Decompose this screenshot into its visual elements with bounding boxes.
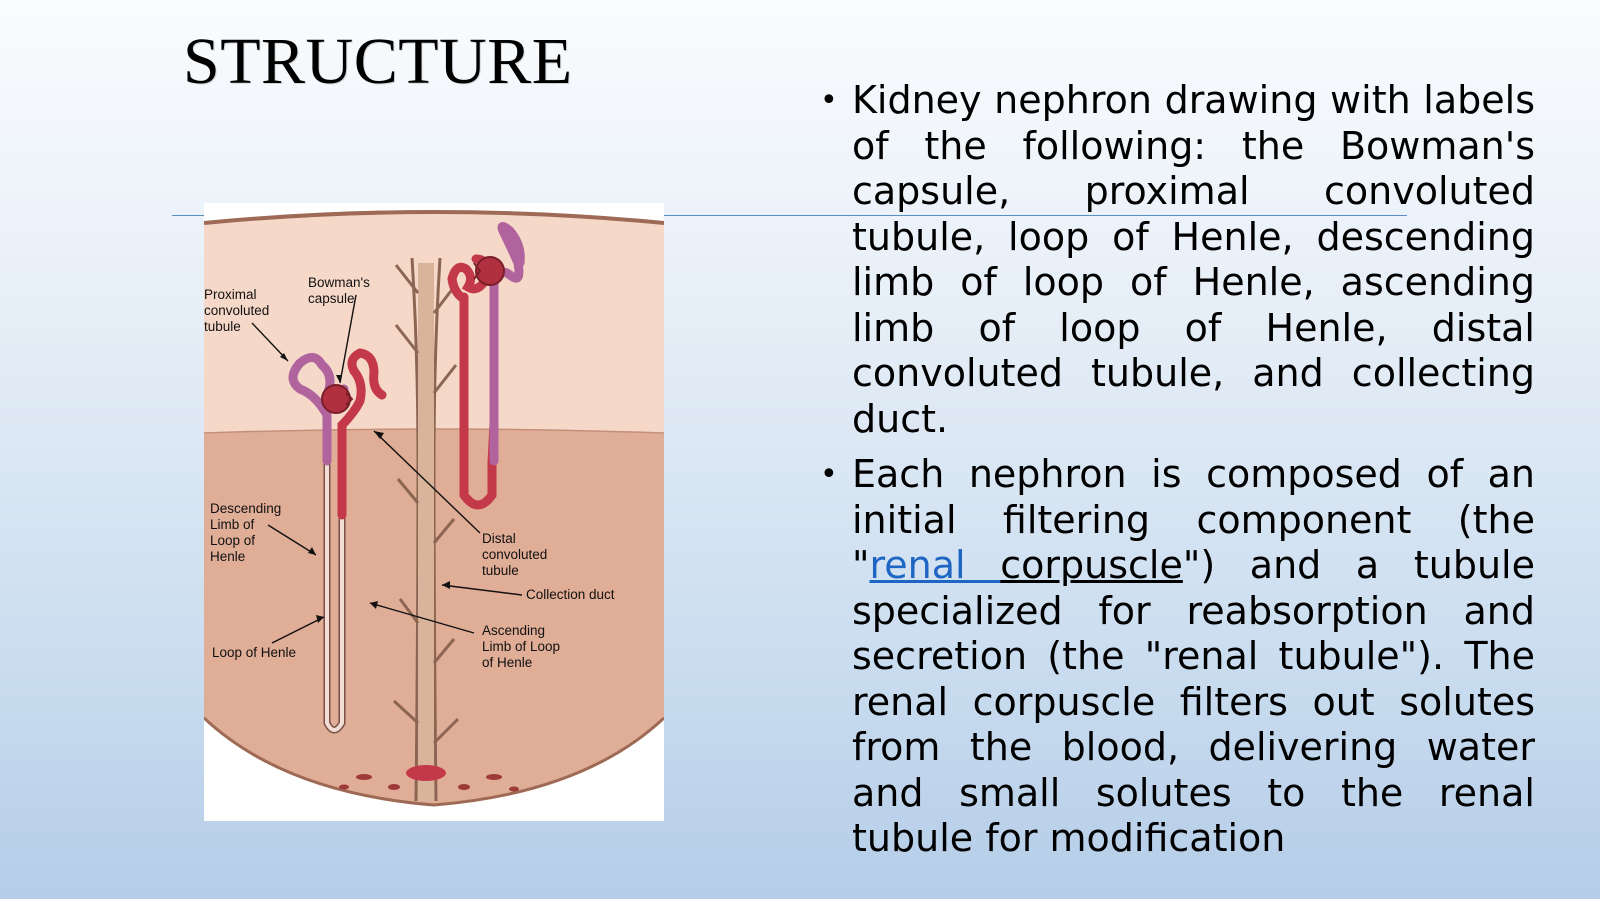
corpuscle-link[interactable]: corpuscle — [1000, 543, 1183, 587]
label-ascending: Ascending Limb of Loop of Henle — [482, 623, 561, 670]
collecting-duct — [418, 263, 434, 801]
label-bowman: Bowman's capsule — [308, 275, 370, 306]
label-descending: Descending Limb of Loop of Henle — [210, 501, 282, 564]
papilla — [406, 765, 446, 781]
bullet-item: • Each nephron is composed of an initial filtering component (the "renal corpuscle") and a tubule specialized for reabsorption and secretion (the "renal tubule"). The renal corpuscle filters out solutes from the blood, delivering water and small solutes to the renal tubule for modification — [820, 452, 1535, 862]
bullet-item: • Kidney nephron drawing with labels of the following: the Bowman's capsule, proximal convoluted tubule, loop of Henle, descending limb of loop of Henle, ascending limb of loop of Henle, distal convoluted tubule, and collecting duct. — [820, 78, 1535, 442]
bullet-list — [820, 78, 1535, 872]
slide-title: STRUCTURE — [183, 25, 573, 98]
nephron-figure — [204, 203, 664, 821]
label-loop: Loop of Henle — [212, 645, 297, 660]
nephron-diagram — [204, 203, 664, 821]
label-collection-duct: Collection duct — [526, 587, 615, 602]
label-distal: Distal convoluted tubule — [482, 531, 548, 578]
glomerulus-left — [322, 385, 350, 413]
label-proximal: Proximal convoluted tubule — [204, 287, 270, 334]
renal-corpuscle-link[interactable]: renal — [869, 543, 1001, 587]
